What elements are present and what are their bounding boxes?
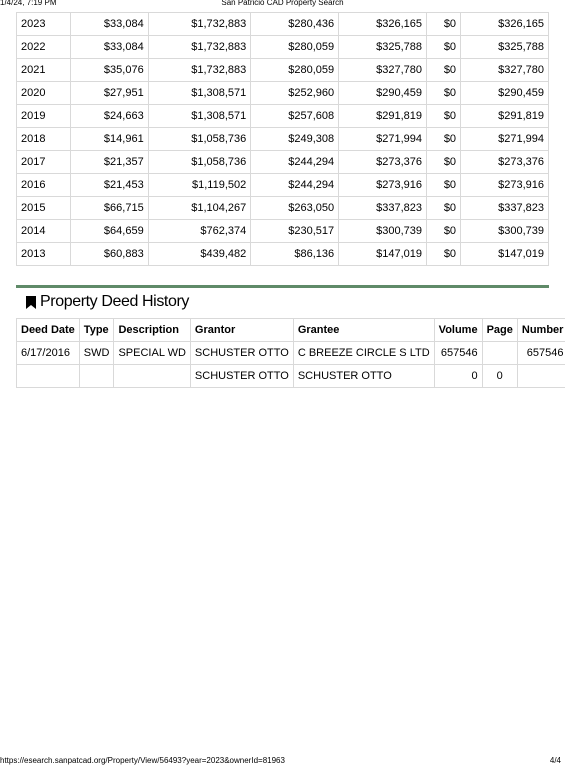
table-cell: 2016 [17,174,71,197]
column-header: Type [79,319,114,342]
table-cell: $1,732,883 [148,13,251,36]
table-cell: $33,084 [70,36,148,59]
table-row [17,365,565,388]
table-cell: 2014 [17,220,71,243]
table-cell: $291,819 [339,105,427,128]
table-cell: $1,732,883 [148,59,251,82]
section-divider [16,285,549,288]
column-header: Description [114,319,190,342]
print-page-title: San Patricio CAD Property Search [221,0,344,7]
table-cell: 2021 [17,59,71,82]
table-cell: $27,951 [70,82,148,105]
table-cell [114,365,190,388]
table-cell: C BREEZE CIRCLE S LTD [293,342,434,365]
table-row [17,220,549,243]
table-cell [17,365,80,388]
deed-history-heading [26,293,189,311]
table-cell: $337,823 [461,197,549,220]
table-cell: $327,780 [461,59,549,82]
table-cell: $147,019 [339,243,427,266]
table-cell: $291,819 [461,105,549,128]
table-cell: $21,453 [70,174,148,197]
table-cell: $439,482 [148,243,251,266]
table-cell: $271,994 [461,128,549,151]
table-cell: 2019 [17,105,71,128]
table-cell: $325,788 [461,36,549,59]
table-cell: $327,780 [339,59,427,82]
table-cell: $86,136 [251,243,339,266]
table-cell: SPECIAL WD [114,342,190,365]
table-cell: 2022 [17,36,71,59]
table-cell: $0 [427,82,461,105]
table-cell: SWD [79,342,114,365]
column-header: Deed Date [17,319,80,342]
print-datetime: 1/4/24, 7:19 PM [0,0,57,7]
table-cell: $280,059 [251,36,339,59]
table-cell: 2020 [17,82,71,105]
table-cell: $60,883 [70,243,148,266]
table-cell: 657546 [434,342,482,365]
column-header: Grantee [293,319,434,342]
table-cell: $0 [427,151,461,174]
column-header: Page [482,319,517,342]
table-cell: $762,374 [148,220,251,243]
page-number: 4/4 [549,756,561,765]
table-cell: 0 [482,365,517,388]
table-cell: $337,823 [339,197,427,220]
table-cell: $1,308,571 [148,82,251,105]
table-cell: $280,059 [251,59,339,82]
table-cell: $1,308,571 [148,105,251,128]
table-cell: $263,050 [251,197,339,220]
table-cell: $244,294 [251,151,339,174]
table-cell: $273,376 [461,151,549,174]
table-cell [517,365,565,388]
table-cell: $325,788 [339,36,427,59]
table-cell: 2015 [17,197,71,220]
table-cell: $326,165 [339,13,427,36]
deed-history-title: Property Deed History [40,293,189,310]
table-cell: $300,739 [461,220,549,243]
table-row [17,128,549,151]
table-row [17,197,549,220]
table-cell: $33,084 [70,13,148,36]
table-cell: $1,058,736 [148,151,251,174]
table-cell: 0 [434,365,482,388]
table-cell: $0 [427,13,461,36]
table-row [17,243,549,266]
table-cell: $64,659 [70,220,148,243]
table-cell: $1,732,883 [148,36,251,59]
table-cell: SCHUSTER OTTO [190,342,293,365]
table-cell: $66,715 [70,197,148,220]
table-cell: $1,119,502 [148,174,251,197]
table-cell: $290,459 [461,82,549,105]
table-cell [79,365,114,388]
table-cell: SCHUSTER OTTO [190,365,293,388]
deed-history-table [16,318,565,388]
table-row [17,342,565,365]
table-cell: $24,663 [70,105,148,128]
table-cell: 2017 [17,151,71,174]
table-row [17,151,549,174]
table-cell: $0 [427,128,461,151]
table-cell: $0 [427,220,461,243]
table-cell: 2018 [17,128,71,151]
table-cell: $0 [427,174,461,197]
table-cell: $1,104,267 [148,197,251,220]
table-cell: $257,608 [251,105,339,128]
column-header: Grantor [190,319,293,342]
table-cell: $326,165 [461,13,549,36]
table-cell: $147,019 [461,243,549,266]
table-row [17,174,549,197]
table-cell: $252,960 [251,82,339,105]
table-cell: $0 [427,105,461,128]
print-url: https://esearch.sanpatcad.org/Property/View/56493?year=2023&ownerId=81963 [0,756,285,765]
table-cell: 2013 [17,243,71,266]
column-header: Number [517,319,565,342]
table-cell: $0 [427,59,461,82]
table-row [17,13,549,36]
roll-value-history-table [16,12,549,266]
table-cell: 2023 [17,13,71,36]
table-cell: $1,058,736 [148,128,251,151]
table-cell: $249,308 [251,128,339,151]
table-cell: $0 [427,36,461,59]
table-cell: $35,076 [70,59,148,82]
table-row [17,36,549,59]
table-cell: $273,376 [339,151,427,174]
table-row [17,105,549,128]
table-cell: $300,739 [339,220,427,243]
table-cell: $0 [427,197,461,220]
table-cell: 6/17/2016 [17,342,80,365]
table-cell: $280,436 [251,13,339,36]
table-cell: $273,916 [339,174,427,197]
table-cell: $244,294 [251,174,339,197]
table-cell: $21,357 [70,151,148,174]
table-cell [482,342,517,365]
table-cell: $290,459 [339,82,427,105]
table-cell: $271,994 [339,128,427,151]
table-cell: 657546 [517,342,565,365]
table-cell: $0 [427,243,461,266]
table-row [17,59,549,82]
table-cell: SCHUSTER OTTO [293,365,434,388]
table-cell: $230,517 [251,220,339,243]
column-header: Volume [434,319,482,342]
table-cell: $273,916 [461,174,549,197]
bookmark-icon [26,296,36,309]
table-row [17,82,549,105]
table-cell: $14,961 [70,128,148,151]
